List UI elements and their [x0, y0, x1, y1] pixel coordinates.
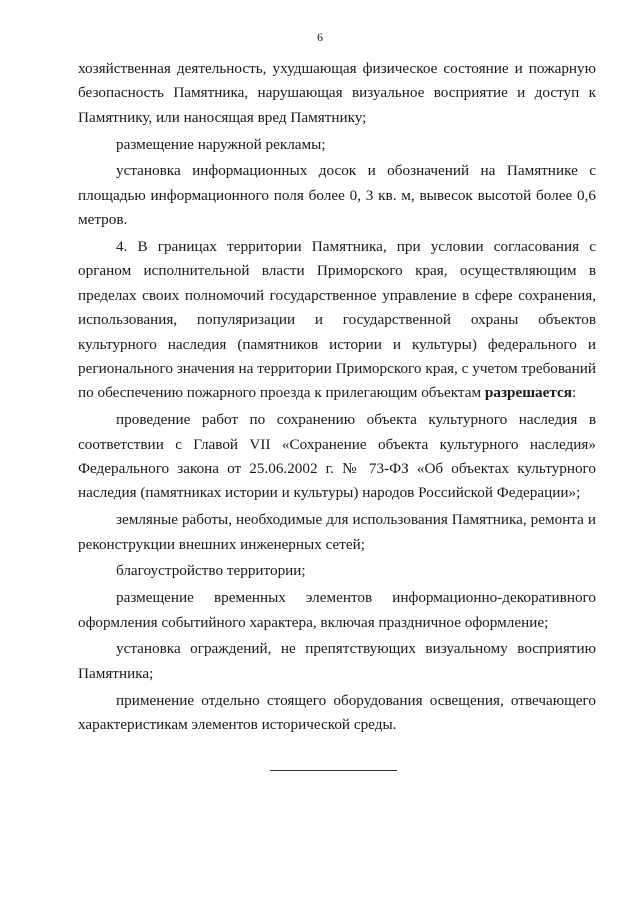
paragraph-lighting: применение отдельно стоящего оборудования освещения, отвечающего характеристикам элементов исторической среды.	[78, 691, 596, 734]
paragraph-information-boards: установка информационных досок и обозначений на Памятнике с площадью информационного поля более 0, 3 кв. м, вывесок высотой более 0,6 метров.	[78, 162, 596, 229]
end-of-document-rule	[270, 770, 397, 771]
item-4-colon: :	[572, 384, 577, 402]
paragraph-outdoor-advertising: размещение наружной рекламы;	[116, 135, 326, 153]
paragraph-landscaping: благоустройство территории;	[116, 562, 306, 580]
permitted-keyword: разрешается	[484, 384, 572, 402]
paragraph-earthworks: земляные работы, необходимые для использования Памятника, ремонта и реконструкции внешних инженерных сетей;	[78, 511, 596, 553]
paragraph-item-4	[78, 235, 596, 406]
document-body	[78, 57, 596, 740]
paragraph-fences: установка ограждений, не препятствующих визуальному восприятию Памятника;	[78, 640, 596, 682]
paragraph-economic-activity: хозяйственная деятельность, ухудшающая физическое состояние и пожарную безопасность Памятника, нарушающая визуальное восприятие и доступ к Памятнику, или наносящая вред Памятнику;	[78, 60, 596, 126]
paragraph-temporary-decor: размещение временных элементов информационно-декоративного оформления событийного характера, включая праздничное оформление;	[78, 589, 596, 631]
item-4-text: 4. В границах территории Памятника, при условии согласования с органом исполнительной власти Приморского края, осуществляющим в пределах своих полномочий государственное управление в сфере сохранения, использования, популяризации и государственной охраны объектов культурного наследия (памятников истории и культуры) федерального и регионального значения на территории Приморского края, с учетом требований по обеспечению пожарного проезда к прилегающим объектам	[78, 238, 596, 402]
paragraph-preservation-works: проведение работ по сохранению объекта культурного наследия в соответствии с Главой VII «Сохранение объекта культурного наследия» Федерального закона от 25.06.2002 г. № 73-ФЗ «Об объектах культурного наследия (памятниках истории и культуры) народов Российской Федерации»;	[78, 411, 596, 502]
page-number: 6	[317, 30, 323, 44]
